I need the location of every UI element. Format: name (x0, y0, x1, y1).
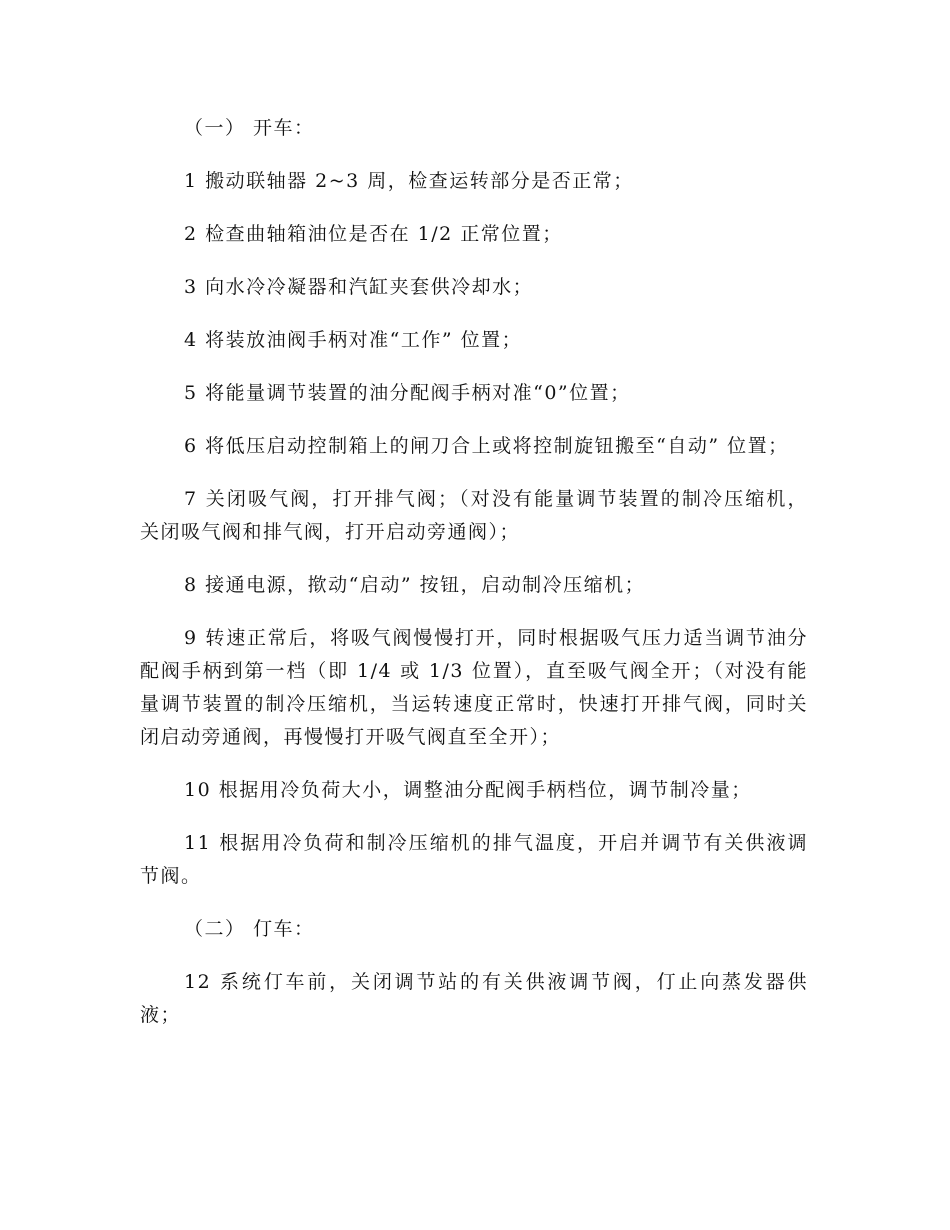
step-11: 11 根据用冷负荷和制冷压缩机的排气温度，开启并调节有关供液调节阀。 (140, 832, 808, 887)
section-heading-start: （一） 开车： (184, 117, 315, 139)
step-10: 10 根据用冷负荷大小，调整油分配阀手柄档位，调节制冷量； (184, 779, 752, 801)
step-7: 7 关闭吸气阀，打开排气阀；（对没有能量调节装置的制冷压缩机，关闭吸气阀和排气阀，打开启动旁通阀）； (140, 488, 808, 543)
step-9: 9 转速正常后，将吸气阀慢慢打开，同时根据吸气压力适当调节油分配阀手柄到第一档（即 1/4 或 1/3 位置），直至吸气阀全开；（对没有能量调节装置的制冷压缩机，当运转速度正常时，快速打开排气阀，同时关闭启动旁通阀，再慢慢打开吸气阀直至全开）； (140, 627, 808, 748)
step-6: 6 将低压启动控制箱上的闸刀合上或将控制旋钮搬至“自动” 位置； (184, 435, 789, 457)
step-12: 12 系统仃车前，关闭调节站的有关供液调节阀，仃止向蒸发器供液； (140, 971, 808, 1026)
step-1: 1 搬动联轴器 2~3 周，检查运转部分是否正常； (184, 170, 634, 192)
step-3: 3 向水冷冷凝器和汽缸夹套供冷却水； (184, 276, 534, 298)
step-5: 5 将能量调节装置的油分配阀手柄对准“0”位置； (184, 382, 631, 404)
document-body (140, 112, 808, 1052)
step-2: 2 检查曲轴箱油位是否在 1/2 正常位置； (184, 223, 563, 245)
step-4: 4 将装放油阀手柄对准“工作” 位置； (184, 329, 523, 351)
section-heading-stop: （二） 仃车： (184, 918, 315, 940)
step-8: 8 接通电源，揿动“启动” 按钮，启动制冷压缩机； (184, 574, 646, 596)
